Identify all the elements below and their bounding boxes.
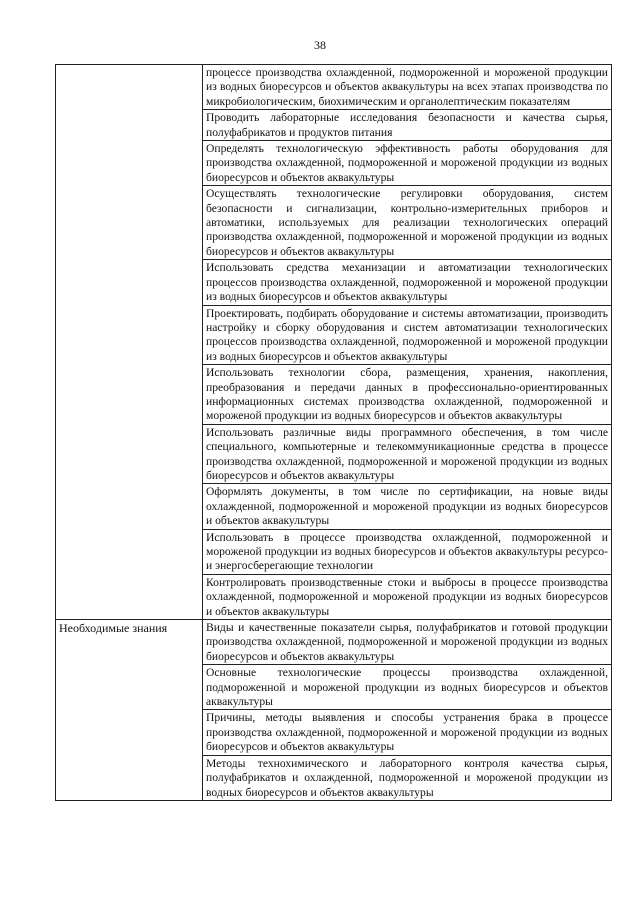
row-text-cell — [203, 260, 612, 305]
table-row — [56, 65, 612, 110]
row-label-cell — [56, 65, 203, 620]
row-text: Основные технологические процессы производства охлажденной, подмороженной и мороженой продукции из водных биоресурсов и объектов аквакультуры — [206, 666, 608, 709]
row-text: Использовать различные виды программного обеспечения, в том числе специального, компьютерные и телекоммуникационные средства в процессе производства охлажденной, подмороженной и мороженой продукции из водных биоресурсов и объектов аквакультуры — [206, 425, 608, 482]
row-text: Оформлять документы, в том числе по сертификации, на новые виды охлажденной, подмороженной и мороженой продукции из водных биоресурсов и объектов аквакультуры — [206, 485, 608, 528]
row-text-cell — [203, 305, 612, 365]
row-text-cell — [203, 755, 612, 800]
row-text: Контролировать производственные стоки и выбросы в процессе производства охлажденной, подмороженной и мороженой продукции из водных биоресурсов и объектов аквакультуры — [206, 575, 608, 618]
row-text: Проводить лабораторные исследования безопасности и качества сырья, полуфабрикатов и продуктов питания — [206, 111, 608, 139]
row-text-cell — [203, 529, 612, 574]
row-text-cell — [203, 710, 612, 755]
row-text-cell — [203, 484, 612, 529]
row-text-cell — [203, 620, 612, 665]
row-text-cell — [203, 365, 612, 425]
row-text-cell — [203, 65, 612, 110]
row-text: Проектировать, подбирать оборудование и системы автоматизации, производить настройку и сборку оборудования и систем автоматизации технологических процессов производства охлажденной, подмороженной и мороженой продукции из водных биоресурсов и объектов аквакультуры — [206, 306, 608, 363]
row-text-cell — [203, 574, 612, 619]
table-row — [56, 620, 612, 665]
row-label-cell — [56, 620, 203, 801]
row-text: Использовать в процессе производства охлажденной, подмороженной и мороженой продукции из водных биоресурсов и объектов аквакультуры ресурсо- и энергосберегающие технологии — [206, 530, 608, 573]
row-text-cell — [203, 110, 612, 141]
skills-table — [55, 64, 612, 801]
row-text: Осуществлять технологические регулировки оборудования, систем безопасности и сигнализации, контрольно-измерительных приборов и автоматики, используемых для реализации технологических операций производства охлажденной, подмороженной и мороженой продукции из водных биоресурсов и объектов аквакультуры — [206, 187, 608, 258]
row-text-cell — [203, 424, 612, 484]
row-text-cell — [203, 665, 612, 710]
row-text: Использовать средства механизации и автоматизации технологических процессов производства охлажденной, подмороженной и мороженой продукции из водных биоресурсов и объектов аквакультуры — [206, 261, 608, 304]
row-text: Виды и качественные показатели сырья, полуфабрикатов и готовой продукции производства охлажденной, подмороженной и мороженой продукции из водных биоресурсов и объектов аквакультуры — [206, 621, 608, 663]
row-text-cell — [203, 186, 612, 260]
row-text: Использовать технологии сбора, размещения, хранения, накопления, преобразования и передачи данных в профессионально-ориентированных информационных системах производства охлажденной, подмороженной и мороженой продукции из водных биоресурсов и объектов аквакультуры — [206, 366, 608, 423]
row-text: Причины, методы выявления и способы устранения брака в процессе производства охлажденной, подмороженной и мороженой продукции из водных биоресурсов и объектов аквакультуры — [206, 711, 608, 754]
row-text: процессе производства охлажденной, подмороженной и мороженой продукции из водных биоресурсов и объектов аквакультуры на всех этапах производства по микробиологическим, биохимическим и органолептическим показателям — [206, 66, 608, 108]
row-label-required-knowledge: Необходимые знания — [59, 621, 168, 636]
row-text: Определять технологическую эффективность работы оборудования для производства охлажденной, подмороженной и мороженой продукции из водных биоресурсов и объектов аквакультуры — [206, 142, 608, 184]
row-text-cell — [203, 141, 612, 186]
row-text: Методы технохимического и лабораторного контроля качества сырья, полуфабрикатов и охлажденной, подмороженной и мороженой продукции из водных биоресурсов и объектов аквакультуры — [206, 756, 608, 799]
page-number: 38 — [314, 38, 326, 52]
